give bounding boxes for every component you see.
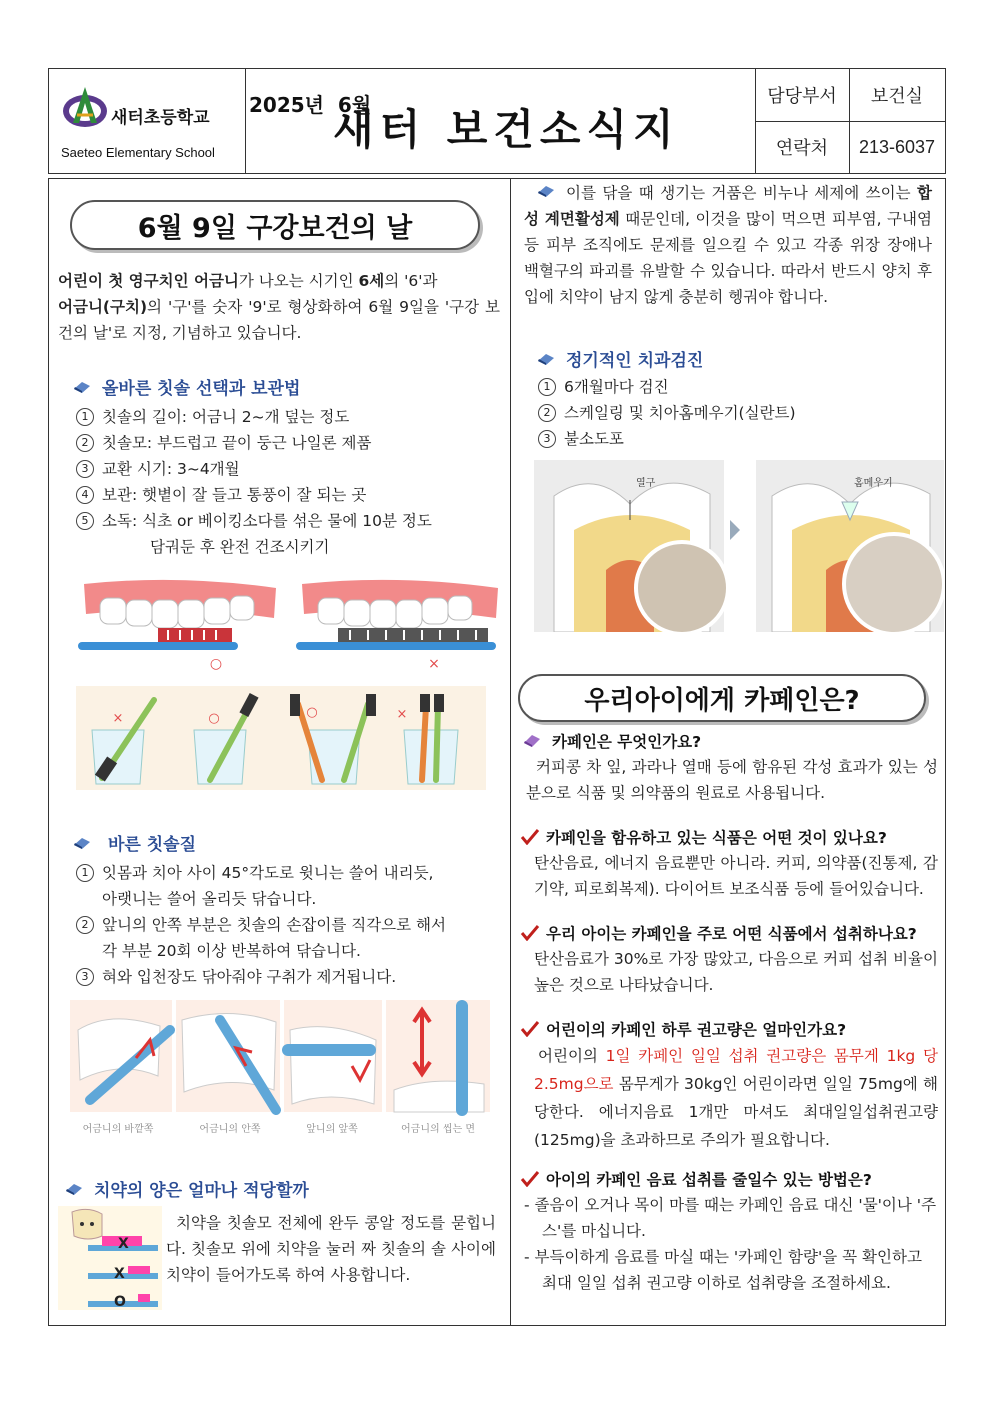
checkmark-icon <box>520 829 540 845</box>
foam-bold: 합성 계면활성제 <box>524 184 932 228</box>
caption-1: 어금니의 바깥쪽 <box>82 1124 154 1135</box>
tooth-character-icon <box>72 1209 102 1239</box>
list-item: - 졸음이 오거나 목이 마를 때는 카페인 음료 대신 '물'이나 '주스'를 마십니다. <box>524 1196 937 1240</box>
list-item-continued: 각 부분 20회 이상 반복하여 닦습니다. <box>102 942 361 960</box>
toothpaste-text: 치약을 칫솔모 전체에 완두 콩알 정도를 묻힙니다. 칫솔모 위에 치약을 눌러 짜 칫솔의 솔 사이에 치약이 들어가도록 하여 사용합니다. <box>166 1214 496 1284</box>
intro-text-1: 가 나오는 시기인 <box>238 272 359 290</box>
svg-text:O: O <box>114 1294 126 1310</box>
toothpaste-heading <box>64 1176 309 1201</box>
eraser-icon <box>72 836 92 850</box>
caffeine-q5: 아이의 카페인 음료 섭취를 줄일수 있는 방법은? <box>520 1168 872 1190</box>
eraser-icon <box>72 380 92 394</box>
list-item: 2 스케일링 및 치아홈메우기(실란트) <box>538 400 918 426</box>
intro-text-3: 의 '구'를 숫자 '9'로 형상화하여 6월 9일을 '구강 보건의 날'로 지정, 기념하고 있습니다. <box>58 298 500 342</box>
title-cell <box>245 69 756 173</box>
school-name: 새터초등학교 <box>111 108 210 128</box>
toothpaste-title: 치약의 양은 얼마나 적당할까 <box>94 1181 309 1201</box>
list-item: 2 칫솔모: 부드럽고 끝이 둥근 나일론 제품 <box>76 430 506 456</box>
school-logo-cell <box>49 69 246 173</box>
svg-text:X: X <box>114 1266 125 1282</box>
list-item: 1 칫솔의 길이: 어금니 2~개 덮는 정도 <box>76 404 506 430</box>
intro-bold-1: 어린이 첫 영구치인 어금니 <box>58 272 239 290</box>
brushing-technique-illustration <box>70 1000 490 1138</box>
caffeine-a1: 커피콩 차 잎, 과라나 열매 등에 함유된 각성 효과가 있는 성분으로 식품 및 의약품의 원료로 사용됩니다. <box>526 758 938 802</box>
checkmark-icon <box>520 925 540 941</box>
caffeine-q3: 우리 아이는 카페인을 주로 어떤 식품에서 섭취하나요? <box>520 922 917 944</box>
foam-paragraph <box>524 180 932 310</box>
issue-date: 2025년 6월 <box>249 93 372 117</box>
label-cell <box>755 69 850 173</box>
school-logo-icon <box>59 83 109 133</box>
checkmark-icon <box>520 1021 540 1037</box>
brushing-heading <box>72 830 196 855</box>
caffeine-q2: 카페인을 함유하고 있는 식품은 어떤 것이 있나요? <box>520 826 887 848</box>
mark-good: ○ <box>209 656 223 670</box>
checkup-title: 정기적인 치과검진 <box>566 351 704 371</box>
newsletter-title: 새터 보건소식지 <box>333 105 680 154</box>
brush-selection-heading <box>72 374 300 399</box>
brushing-title: 바른 칫솔질 <box>108 835 197 855</box>
caffeine-a5-list <box>524 1192 938 1296</box>
caption-2: 어금니의 안쪽 <box>199 1124 261 1135</box>
brush-length-bad <box>296 580 498 650</box>
list-item: 4 보관: 햇볕이 잘 들고 통풍이 잘 되는 곳 <box>76 482 506 508</box>
caffeine-title: 우리아이에게 카페인은? <box>518 674 926 722</box>
dept-label: 담당부서 <box>767 86 837 106</box>
panel-1 <box>70 1000 172 1112</box>
caffeine-a3: 탄산음료가 30%로 가장 많았고, 다음으로 커피 섭취 비율이 높은 것으로 나타났습니다. <box>534 950 938 994</box>
sealant-illustration <box>534 460 944 632</box>
brush-length-illustration <box>78 574 502 670</box>
list-item-continued: 아랫니는 쓸어 올리듯 닦습니다. <box>102 890 317 908</box>
list-item: 1 6개월마다 검진 <box>538 374 918 400</box>
panel-2 <box>176 1000 280 1112</box>
list-item: 1 잇몸과 치아 사이 45°각도로 윗니는 쓸어 내리듯, <box>76 860 506 886</box>
eraser-icon <box>536 184 556 198</box>
list-item: 3 불소도포 <box>538 426 918 452</box>
oral-health-day-title: 6월 9일 구강보건의 날 <box>70 200 480 250</box>
eraser-icon <box>64 1182 84 1196</box>
list-item-continued: 담궈둔 후 완전 건조시키기 <box>150 538 330 556</box>
brush-list <box>76 404 506 560</box>
intro-paragraph <box>58 268 500 346</box>
intro-bold-2: 6세 <box>358 272 385 290</box>
value-cell <box>849 69 945 173</box>
list-item: 5 소독: 식초 or 베이킹소다를 섞은 물에 10분 정도 <box>76 508 506 534</box>
dept-value: 보건실 <box>870 86 924 106</box>
brush-length-good <box>78 580 276 650</box>
svg-text:×: × <box>396 707 408 722</box>
checkmark-icon <box>520 1171 540 1187</box>
list-item: 2 앞니의 안쪽 부분은 칫솔의 손잡이를 직각으로 해서 <box>76 912 506 938</box>
toothpaste-amount-illustration <box>58 1206 162 1310</box>
sealant-label: 홈메우기 <box>854 478 893 489</box>
newsletter-header <box>48 68 946 174</box>
svg-text:×: × <box>112 711 124 726</box>
brush-selection-title: 올바른 칫솔 선택과 보관법 <box>102 379 301 399</box>
list-item: - 부득이하게 음료를 마실 때는 '카페인 함량'을 꼭 확인하고 최대 일일 섭취 권고량 이하로 섭취량을 조절하세요. <box>524 1248 922 1292</box>
column-divider <box>510 178 511 1326</box>
caffeine-q4: 어린이의 카페인 하루 권고량은 얼마인가요? <box>520 1018 846 1040</box>
panel-4 <box>386 1000 490 1112</box>
fissure-label: 열구 <box>636 478 656 489</box>
caffeine-a4: 어린이의 1일 카페인 일일 섭취 권고량은 몸무게 1kg 당 2.5mg으로 몸무게가 30kg인 어린이라면 일일 75mg에 해당한다. 에너지음료 1개만 마셔도 최대일일섭취권고량 (125mg)을 초과하므로 주의가 필요합니다. <box>534 1047 938 1149</box>
brush-storage-illustration <box>76 686 486 790</box>
caption-3: 앞니의 앞쪽 <box>306 1124 358 1135</box>
recommended-intake-highlight: 1일 카페인 일일 섭취 권고량은 몸무게 1kg 당 2.5mg으로 <box>534 1047 938 1093</box>
foam-text-1: 이를 닦을 때 생기는 거품은 비누나 세제에 쓰이는 <box>566 184 918 202</box>
eraser-icon <box>536 352 556 366</box>
school-name-english: Saeteo Elementary School <box>61 145 215 160</box>
svg-text:X: X <box>118 1236 129 1252</box>
foam-text-2: 때문인데, 이것을 많이 먹으면 피부염, 구내염 등 피부 조직에도 문제를 일으킬 수 있고 각종 위장 장애나 백혈구의 파괴를 유발할 수 있습니다. 따라서 반드시 양치 후 입에 치약이 남지 않게 충분히 헹궈야 합니다. <box>524 210 932 306</box>
intro-text-2: 의 '6'과 <box>384 272 438 290</box>
caffeine-a2: 탄산음료, 에너지 음료뿐만 아니라. 커피, 의약품(진통제, 감기약, 피로회복제). 다이어트 보조식품 등에 들어있습니다. <box>534 854 938 898</box>
brushing-list <box>76 860 506 990</box>
checkup-list <box>538 374 918 452</box>
caffeine-q1: 카페인은 무엇인가요? <box>522 730 701 752</box>
svg-text:○: ○ <box>306 705 318 720</box>
list-item: 3 혀와 입천장도 닦아줘야 구취가 제거됩니다. <box>76 964 506 990</box>
caption-4: 어금니의 씹는 면 <box>401 1124 475 1135</box>
checkup-heading <box>536 346 703 371</box>
contact-value: 213-6037 <box>858 136 936 157</box>
contact-label: 연락처 <box>775 138 829 158</box>
svg-text:○: ○ <box>208 711 220 726</box>
purple-eraser-icon <box>522 733 542 749</box>
intro-bold-3: 어금니(구치) <box>58 298 148 316</box>
list-item: 3 교환 시기: 3~4개월 <box>76 456 506 482</box>
panel-3 <box>284 1000 382 1112</box>
mark-bad: × <box>428 656 440 670</box>
